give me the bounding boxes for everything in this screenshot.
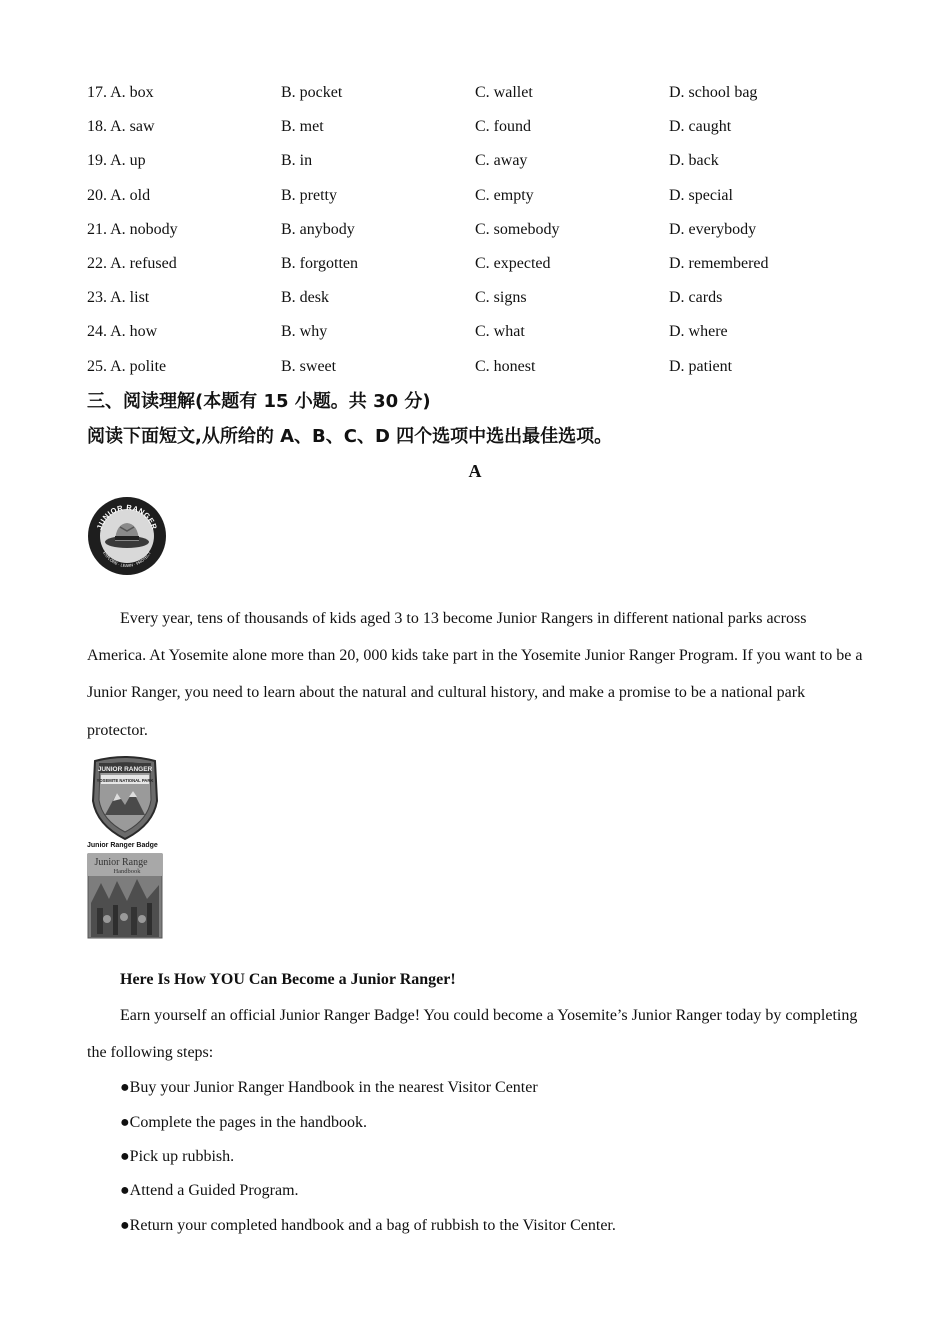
option-c: C. empty — [475, 186, 534, 204]
option-row — [87, 179, 863, 213]
option-row — [87, 213, 863, 247]
options-table — [87, 76, 863, 384]
option-c: C. found — [475, 118, 531, 136]
option-a: 24. A. how — [87, 323, 158, 341]
option-b: B. anybody — [281, 220, 355, 238]
option-c: C. honest — [475, 357, 536, 375]
document-page — [87, 76, 863, 1243]
option-b: B. desk — [281, 289, 329, 307]
option-c: C. wallet — [475, 84, 533, 102]
paragraph-intro: Every year, tens of thousands of kids aged 3 to 13 become Junior Rangers in different national parks across America. At Yosemite alone more than 20, 000 kids take part in the Yosemite Junior Ranger Program. If you want to be a Junior Ranger, you need to learn about the natural and cultural history, and make a promise to be a national park protector. — [87, 609, 863, 739]
option-a: 18. A. saw — [87, 118, 155, 136]
option-a: 20. A. old — [87, 186, 151, 204]
passage-letter: A — [468, 460, 482, 481]
badge-caption: Junior Ranger Badge — [87, 841, 158, 849]
option-b: B. met — [281, 118, 324, 136]
section-heading: 三、阅读理解(本题有 15 小题。共 30 分) — [87, 390, 431, 412]
option-b: B. pocket — [281, 84, 343, 102]
option-a: 19. A. up — [87, 152, 146, 170]
option-c: C. what — [475, 323, 525, 341]
ranger-handbook-image — [87, 853, 163, 939]
option-row — [87, 350, 863, 384]
list-item: ●Complete the pages in the handbook. — [120, 1113, 367, 1131]
option-a: 23. A. list — [87, 289, 150, 307]
option-d: D. remembered — [669, 255, 769, 273]
badge-text-mid: YOSEMITE NATIONAL PARK — [96, 777, 154, 783]
logo-text-bottom: EXPLORE · LEARN · PROTECT — [102, 550, 152, 568]
option-a: 21. A. nobody — [87, 220, 178, 238]
option-row — [87, 281, 863, 315]
list-item: ●Buy your Junior Ranger Handbook in the nearest Visitor Center — [120, 1079, 538, 1097]
option-row — [87, 76, 863, 110]
option-b: B. pretty — [281, 186, 337, 204]
list-item: ●Attend a Guided Program. — [120, 1182, 299, 1200]
option-row — [87, 144, 863, 178]
option-c: C. expected — [475, 255, 551, 273]
option-c: C. away — [475, 152, 528, 170]
option-c: C. somebody — [475, 220, 560, 238]
handbook-title: Junior Range — [94, 856, 148, 868]
list-item: ●Pick up rubbish. — [120, 1148, 235, 1166]
section-instruction: 阅读下面短文,从所给的 A、B、C、D 四个选项中选出最佳选项。 — [87, 425, 613, 447]
option-b: B. sweet — [281, 357, 337, 375]
option-d: D. school bag — [669, 84, 758, 102]
option-row — [87, 315, 863, 349]
handbook-subtitle: Handbook — [113, 867, 141, 875]
option-d: D. cards — [669, 289, 723, 307]
option-row — [87, 110, 863, 144]
option-b: B. in — [281, 152, 313, 170]
ranger-badge-image — [87, 755, 163, 841]
steps-heading: Here Is How YOU Can Become a Junior Ranger! — [120, 970, 456, 988]
option-row — [87, 247, 863, 281]
logo-text-top: JUNIOR RANGER — [94, 502, 160, 531]
list-item: ●Return your completed handbook and a bag of rubbish to the Visitor Center. — [120, 1216, 616, 1234]
option-d: D. patient — [669, 357, 733, 375]
option-a: 22. A. refused — [87, 255, 177, 273]
option-a: 17. A. box — [87, 84, 154, 102]
badge-text-top: JUNIOR RANGER — [97, 765, 153, 773]
option-c: C. signs — [475, 289, 527, 307]
steps-list — [87, 1071, 863, 1242]
option-d: D. where — [669, 323, 728, 341]
option-b: B. forgotten — [281, 255, 359, 273]
junior-ranger-logo — [87, 496, 167, 576]
option-d: D. special — [669, 186, 733, 204]
option-d: D. caught — [669, 118, 732, 136]
option-d: D. everybody — [669, 220, 757, 238]
paragraph-steps-intro: Earn yourself an official Junior Ranger Badge! You could become a Yosemite’s Junior Ranger today by completing the following steps: — [87, 1006, 858, 1062]
option-a: 25. A. polite — [87, 357, 167, 375]
option-d: D. back — [669, 152, 719, 170]
option-b: B. why — [281, 323, 328, 341]
